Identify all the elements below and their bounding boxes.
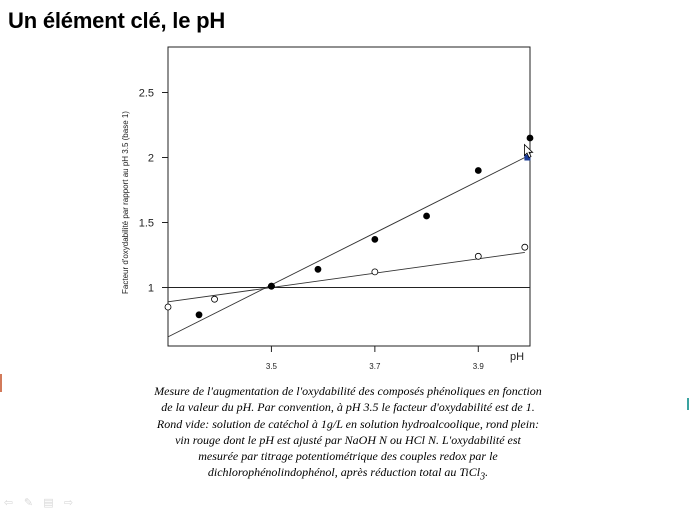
x-tick-label: 3.9	[472, 362, 484, 371]
filled-circle-point	[315, 266, 321, 272]
cursor-layer	[524, 145, 532, 161]
fit-line-open	[168, 252, 525, 301]
arrow-left-icon[interactable]: ⇦	[3, 496, 14, 509]
filled-circle-point	[424, 213, 430, 219]
axis-ticks	[139, 88, 485, 372]
filled-circle-point	[527, 135, 533, 141]
open-circle-point	[212, 296, 218, 302]
fit-line-filled	[168, 158, 525, 337]
y-tick-label: 1	[147, 282, 154, 295]
caption-end: .	[485, 465, 489, 480]
slide-title: Un élément clé, le pH	[8, 8, 226, 33]
slides-icon[interactable]: ▤	[43, 496, 54, 509]
open-circle-point	[522, 244, 528, 250]
y-axis-label: Facteur d'oxydabilité par rapport au pH 3.5 (base 1)	[121, 111, 130, 294]
filled-circle-point	[268, 283, 274, 289]
filled-circle-point	[475, 168, 481, 174]
plot-border	[168, 47, 530, 346]
data-points	[165, 135, 533, 318]
x-axis-label: pH	[509, 351, 525, 363]
caption-subscript: 3	[480, 471, 486, 483]
open-circle-point	[165, 304, 171, 310]
y-tick-label: 2.5	[138, 87, 154, 100]
arrow-right-icon[interactable]: ⇨	[63, 496, 74, 509]
open-circle-point	[475, 253, 481, 259]
axis-labels	[121, 111, 524, 363]
window-edge-left	[0, 374, 2, 392]
y-tick-label: 1.5	[138, 217, 154, 230]
regression-lines	[168, 158, 525, 337]
figure-caption	[154, 383, 542, 486]
caption-text: Mesure de l'augmentation de l'oxydabilité des composés phénoliques en fonction de la valeur du pH. Par convention, à pH 3.5 le facteur d'oxydabilité est de 1. Rond vide: solution de catéchol à 1g/L en solution hydroalcoolique, rond plein: vin rouge dont le pH est ajusté par NaOH N ou HCl N. L'oxydabilité est mesurée par titrage potentiométrique des couples redox par le dichlorophénolindophénol, après réduction total au TiCl	[154, 384, 542, 480]
open-circle-point	[372, 269, 378, 275]
filled-circle-point	[196, 312, 202, 318]
slideshow-toolbar	[2, 497, 75, 509]
y-tick-label: 2	[147, 152, 154, 165]
x-tick-label: 3.7	[369, 362, 381, 371]
pen-icon[interactable]: ✎	[23, 496, 34, 509]
x-tick-label: 3.5	[265, 362, 277, 371]
plot-frame	[168, 47, 530, 346]
filled-circle-point	[372, 236, 378, 242]
